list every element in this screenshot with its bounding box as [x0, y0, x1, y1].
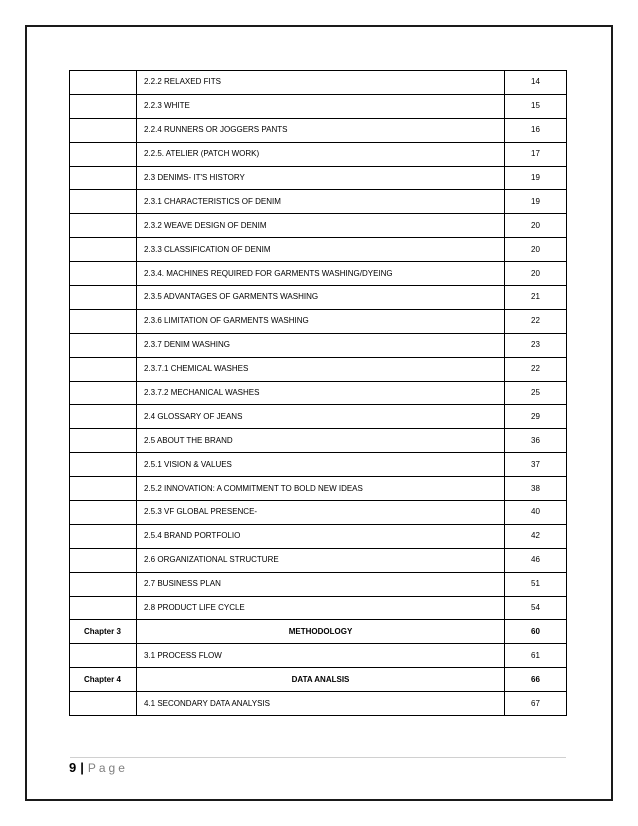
toc-chapter-cell: [70, 548, 137, 572]
table-row: [70, 572, 567, 596]
page-footer: [69, 760, 128, 775]
table-row: [70, 548, 567, 572]
toc-title-cell: 2.3.6 LIMITATION OF GARMENTS WASHING: [137, 309, 505, 333]
toc-title-cell: 2.3.5 ADVANTAGES OF GARMENTS WASHING: [137, 286, 505, 310]
toc-title-cell: 2.3.4. MACHINES REQUIRED FOR GARMENTS WASHING/DYEING: [137, 262, 505, 286]
toc-title-cell: METHODOLOGY: [137, 620, 505, 644]
toc-chapter-cell: Chapter 4: [70, 668, 137, 692]
toc-page-cell: 67: [505, 692, 567, 716]
toc-chapter-cell: [70, 381, 137, 405]
table-row: [70, 142, 567, 166]
toc-title-cell: 2.5.4 BRAND PORTFOLIO: [137, 524, 505, 548]
toc-title-cell: 2.3.7.1 CHEMICAL WASHES: [137, 357, 505, 381]
toc-title-cell: 2.5.2 INNOVATION: A COMMITMENT TO BOLD NEW IDEAS: [137, 477, 505, 501]
table-row: [70, 501, 567, 525]
toc-page-cell: 25: [505, 381, 567, 405]
toc-page-cell: 66: [505, 668, 567, 692]
toc-chapter-cell: [70, 94, 137, 118]
footer-separator: |: [80, 760, 84, 775]
toc-chapter-cell: [70, 118, 137, 142]
toc-chapter-cell: [70, 214, 137, 238]
toc-chapter-cell: [70, 190, 137, 214]
table-row: [70, 429, 567, 453]
toc-chapter-cell: [70, 286, 137, 310]
toc-page-cell: 15: [505, 94, 567, 118]
toc-body: [70, 71, 567, 716]
toc-page-cell: 29: [505, 405, 567, 429]
toc-title-cell: 2.2.5. ATELIER (PATCH WORK): [137, 142, 505, 166]
toc-title-cell: 2.2.4 RUNNERS OR JOGGERS PANTS: [137, 118, 505, 142]
toc-chapter-cell: [70, 166, 137, 190]
toc-title-cell: 2.5.1 VISION & VALUES: [137, 453, 505, 477]
toc-title-cell: DATA ANALSIS: [137, 668, 505, 692]
toc-title-cell: 2.3.7 DENIM WASHING: [137, 333, 505, 357]
toc-title-cell: 2.3.2 WEAVE DESIGN OF DENIM: [137, 214, 505, 238]
toc-page-cell: 21: [505, 286, 567, 310]
toc-chapter-cell: [70, 309, 137, 333]
toc-chapter-cell: [70, 524, 137, 548]
toc-chapter-cell: [70, 596, 137, 620]
toc-title-cell: 2.5.3 VF GLOBAL PRESENCE-: [137, 501, 505, 525]
toc-page-cell: 16: [505, 118, 567, 142]
toc-page-cell: 20: [505, 262, 567, 286]
toc-page-cell: 20: [505, 238, 567, 262]
toc-title-cell: 4.1 SECONDARY DATA ANALYSIS: [137, 692, 505, 716]
toc-page-cell: 19: [505, 190, 567, 214]
toc-page-cell: 23: [505, 333, 567, 357]
table-row: [70, 596, 567, 620]
table-row: [70, 286, 567, 310]
toc-title-cell: 2.3.3 CLASSIFICATION OF DENIM: [137, 238, 505, 262]
toc-chapter-cell: [70, 572, 137, 596]
table-row: [70, 118, 567, 142]
toc-chapter-cell: Chapter 3: [70, 620, 137, 644]
toc-page-cell: 17: [505, 142, 567, 166]
footer-divider: [70, 757, 566, 758]
toc-title-cell: 2.5 ABOUT THE BRAND: [137, 429, 505, 453]
toc-page-cell: 19: [505, 166, 567, 190]
toc-page-cell: 22: [505, 357, 567, 381]
table-row: [70, 214, 567, 238]
table-row: [70, 381, 567, 405]
toc-title-cell: 3.1 PROCESS FLOW: [137, 644, 505, 668]
toc-page-cell: 22: [505, 309, 567, 333]
toc-title-cell: 2.3 DENIMS- IT'S HISTORY: [137, 166, 505, 190]
toc-title-cell: 2.3.7.2 MECHANICAL WASHES: [137, 381, 505, 405]
toc-page-cell: 60: [505, 620, 567, 644]
toc-title-cell: 2.2.2 RELAXED FITS: [137, 71, 505, 95]
page-number: 9: [69, 760, 77, 775]
toc-chapter-cell: [70, 333, 137, 357]
table-row: [70, 524, 567, 548]
toc-title-cell: 2.7 BUSINESS PLAN: [137, 572, 505, 596]
toc-chapter-cell: [70, 357, 137, 381]
table-row: [70, 71, 567, 95]
toc-page-cell: 20: [505, 214, 567, 238]
table-row: [70, 166, 567, 190]
table-row: [70, 405, 567, 429]
toc-page-cell: 37: [505, 453, 567, 477]
toc-page-cell: 61: [505, 644, 567, 668]
toc-chapter-cell: [70, 501, 137, 525]
toc-chapter-cell: [70, 477, 137, 501]
toc-chapter-cell: [70, 142, 137, 166]
table-row: [70, 262, 567, 286]
table-row: [70, 477, 567, 501]
table-row: [70, 668, 567, 692]
toc-chapter-cell: [70, 453, 137, 477]
table-row: [70, 453, 567, 477]
toc-chapter-cell: [70, 262, 137, 286]
table-row: [70, 692, 567, 716]
toc-chapter-cell: [70, 71, 137, 95]
toc-chapter-cell: [70, 644, 137, 668]
toc-chapter-cell: [70, 238, 137, 262]
toc-title-cell: 2.2.3 WHITE: [137, 94, 505, 118]
toc-title-cell: 2.4 GLOSSARY OF JEANS: [137, 405, 505, 429]
toc-chapter-cell: [70, 692, 137, 716]
toc-page-cell: 38: [505, 477, 567, 501]
table-row: [70, 644, 567, 668]
toc-page-cell: 46: [505, 548, 567, 572]
toc-page-cell: 54: [505, 596, 567, 620]
toc-title-cell: 2.6 ORGANIZATIONAL STRUCTURE: [137, 548, 505, 572]
toc-page-cell: 51: [505, 572, 567, 596]
toc-title-cell: 2.8 PRODUCT LIFE CYCLE: [137, 596, 505, 620]
toc-chapter-cell: [70, 405, 137, 429]
table-row: [70, 309, 567, 333]
toc-page-cell: 42: [505, 524, 567, 548]
table-row: [70, 620, 567, 644]
toc-page-cell: 40: [505, 501, 567, 525]
table-row: [70, 357, 567, 381]
table-row: [70, 238, 567, 262]
toc-page-cell: 36: [505, 429, 567, 453]
toc-page-cell: 14: [505, 71, 567, 95]
page-label: Page: [87, 761, 128, 775]
table-row: [70, 94, 567, 118]
toc-chapter-cell: [70, 429, 137, 453]
table-row: [70, 190, 567, 214]
toc-title-cell: 2.3.1 CHARACTERISTICS OF DENIM: [137, 190, 505, 214]
table-row: [70, 333, 567, 357]
table-of-contents: [69, 70, 567, 716]
